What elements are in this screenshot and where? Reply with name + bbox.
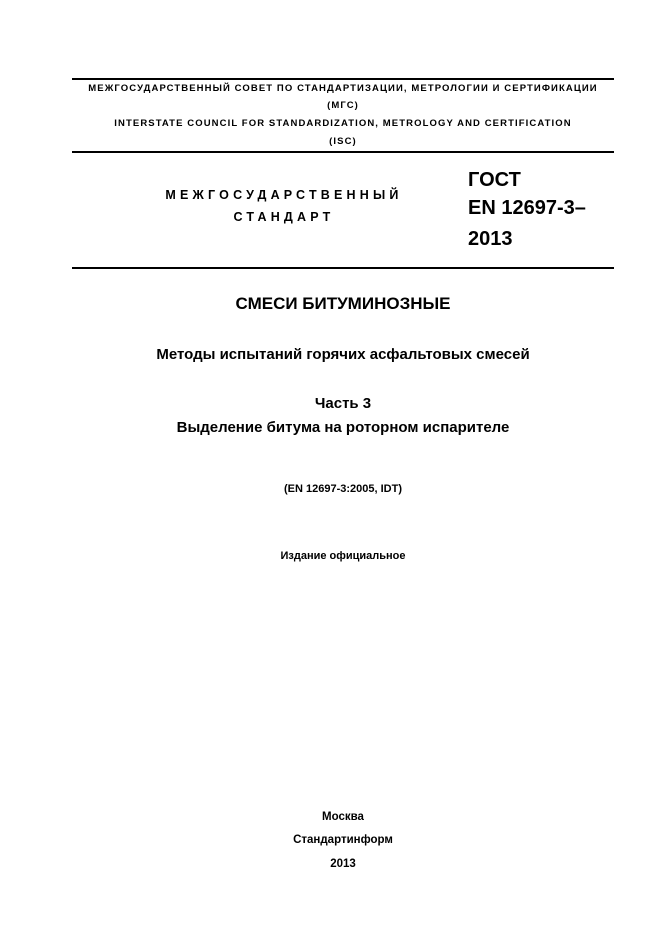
document-title: СМЕСИ БИТУМИНОЗНЫЕ: [235, 294, 451, 313]
council-name-ru: МЕЖГОСУДАРСТВЕННЫЙ СОВЕТ ПО СТАНДАРТИЗАЦИИ, МЕТРОЛОГИИ И СЕРТИФИКАЦИИ: [88, 83, 598, 94]
council-abbr-ru: (МГС): [327, 100, 359, 111]
equivalence-note: (EN 12697-3:2005, IDT): [284, 483, 402, 495]
top-rule: [72, 78, 614, 80]
standard-type-line1: МЕЖГОСУДАРСТВЕННЫЙ: [165, 188, 403, 202]
bottom-rule: [72, 267, 614, 269]
edition-label: Издание официальное: [280, 550, 406, 562]
standard-code-line1: ГОСТ: [468, 169, 521, 191]
standard-type-line2: СТАНДАРТ: [233, 210, 335, 224]
document-subtitle: Методы испытаний горячих асфальтовых смесей: [156, 346, 530, 363]
middle-rule: [72, 151, 614, 153]
standard-code-line2: EN 12697-3–: [468, 197, 586, 219]
standard-code-line3: 2013: [468, 228, 513, 250]
council-abbr-en: (ISC): [329, 136, 357, 147]
publication-city: Москва: [322, 811, 364, 823]
document-part: Часть 3: [314, 395, 372, 412]
council-name-en: INTERSTATE COUNCIL FOR STANDARDIZATION, METROLOGY AND CERTIFICATION: [114, 118, 572, 129]
document-part-title: Выделение битума на роторном испарителе: [176, 419, 510, 436]
publisher-name: Стандартинформ: [293, 834, 393, 846]
publication-year: 2013: [330, 858, 356, 870]
